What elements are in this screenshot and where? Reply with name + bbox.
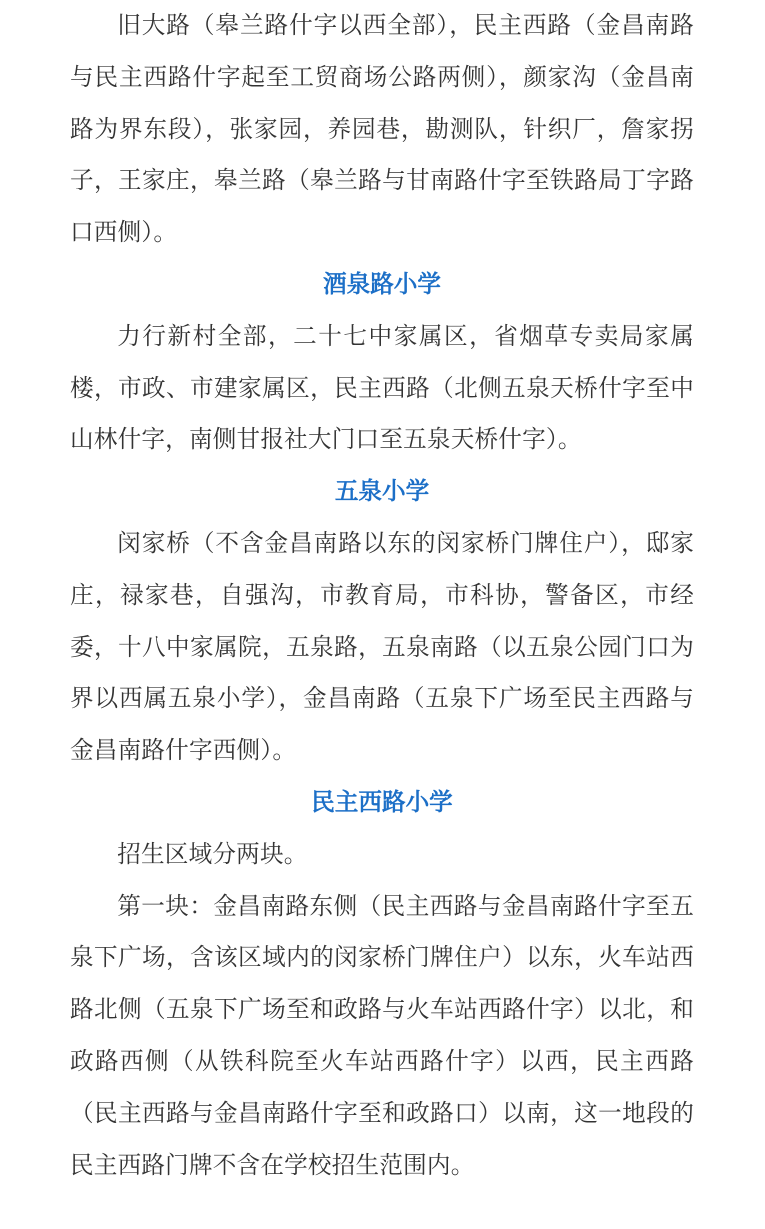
minzhu-school-paragraph-2: 第一块：金昌南路东侧（民主西路与金昌南路什字至五泉下广场，含该区域内的闵家桥门牌住户）以东，火车站西路北侧（五泉下广场至和政路与火车站西路什字）以北，和政路西侧（从铁科院至火车站西路什字）以西，民主西路（民主西路与金昌南路什字至和政路口）以南，这一地段的民主西路门牌不含在学校招生范围内。 [70,891,694,1179]
wuquan-school-heading: 五泉小学 [334,477,430,506]
minzhu-school-paragraph-1: 招生区域分两块。 [117,839,308,868]
intro-paragraph: 旧大路（皋兰路什字以西全部），民主西路（金昌南路与民主西路什字起至工贸商场公路两侧），颜家沟（金昌南路为界东段），张家园，养园巷，勘测队，针织厂，詹家拐子，王家庄，皋兰路（皋兰路与甘南路什字至铁路局丁字路口西侧）。 [70,11,694,247]
minzhu-school-heading: 民主西路小学 [311,787,453,816]
jiuquan-school-heading: 酒泉路小学 [323,269,441,298]
jiuquan-school-paragraph: 力行新村全部，二十七中家属区，省烟草专卖局家属楼，市政、市建家属区，民主西路（北侧五泉天桥什字至中山林什字，南侧甘报社大门口至五泉天桥什字）。 [70,321,694,454]
article-body [70,0,694,1191]
wuquan-school-paragraph: 闵家桥（不含金昌南路以东的闵家桥门牌住户），邸家庄，禄家巷，自强沟，市教育局，市科协，警备区，市经委，十八中家属院，五泉路，五泉南路（以五泉公园门口为界以西属五泉小学），金昌南路（五泉下广场至民主西路与金昌南路什字西侧）。 [70,528,694,765]
